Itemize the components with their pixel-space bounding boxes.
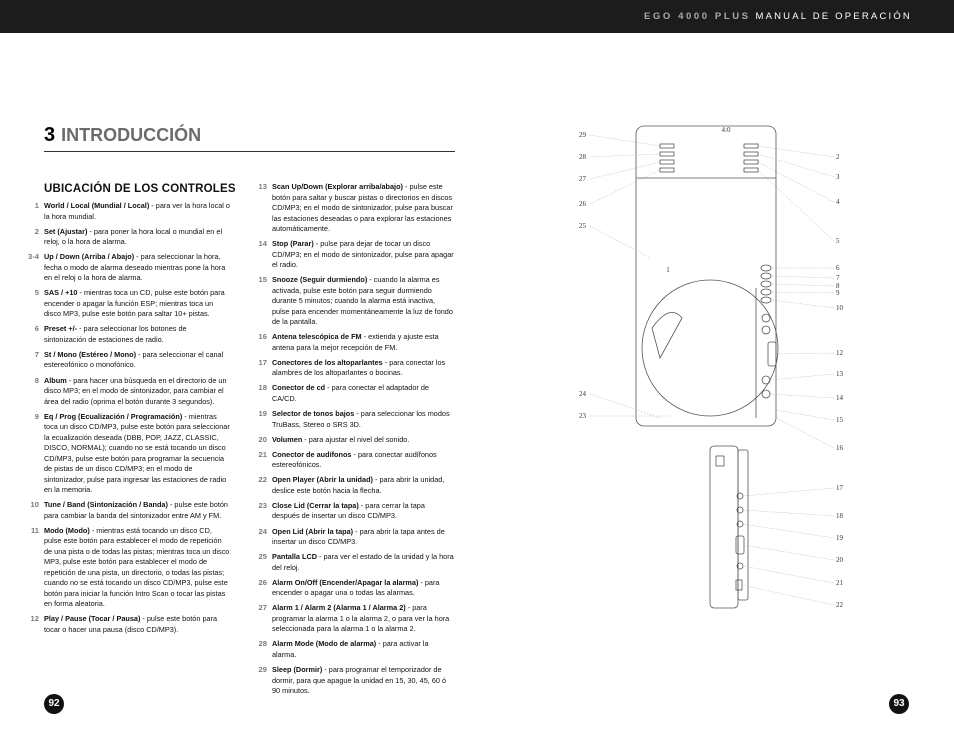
control-number: 27 (258, 603, 267, 613)
control-item (30, 525, 230, 610)
callout-number: 6 (836, 264, 840, 272)
control-number: 7 (34, 349, 39, 359)
control-term: Open Lid (Abrir la tapa) (272, 526, 354, 536)
control-number: 28 (258, 639, 267, 649)
callout-number: 28 (579, 153, 586, 161)
control-item (258, 434, 454, 446)
control-item (34, 411, 230, 496)
control-number: 5 (34, 288, 39, 298)
control-term: Volumen (272, 434, 303, 444)
control-number: 19 (258, 409, 267, 419)
control-item (258, 383, 454, 404)
control-term: Close Lid (Cerrar la tapa) (272, 500, 359, 510)
control-number: 11 (30, 525, 39, 535)
control-number: 24 (258, 526, 267, 536)
control-description: - para ajustar el nivel del sonido. (302, 434, 410, 444)
control-description: - pulse este botón para tocar o hacer una pausa (disco CD/MP3). (44, 614, 218, 634)
callout-number: 25 (579, 222, 586, 230)
control-item (258, 332, 454, 353)
control-term: Alarm On/Off (Encender/Apagar la alarma) (272, 577, 419, 587)
control-item (258, 639, 454, 660)
button-down (744, 168, 758, 172)
control-number: 12 (30, 614, 39, 624)
control-item (258, 182, 454, 235)
button-tune-band (762, 314, 770, 322)
control-item (258, 665, 454, 697)
control-item (258, 275, 454, 328)
section-number: 3 (44, 124, 56, 146)
control-item (258, 357, 454, 379)
control-number: 20 (258, 434, 267, 444)
control-item (34, 375, 230, 408)
control-description: - pulse este botón para cambiar la banda del sintonizador entre AM y FM. (44, 500, 228, 520)
callout-number: 2 (836, 153, 840, 161)
control-description: - para ver la hora local o la hora mundial. (44, 201, 230, 221)
control-number: 26 (258, 577, 267, 587)
callout-number: 14 (836, 394, 843, 402)
control-description: - extienda y ajuste esta antena para la mejor recepción de FM. (272, 332, 439, 352)
controls-list-right (258, 182, 454, 701)
control-description: - para programar la alarma 1 o la alarma 2, o para ver la hora seleccionada para la alarma 1 o la alarma 2. (272, 603, 450, 634)
control-item (258, 526, 454, 548)
button-alarm-mode (660, 152, 674, 156)
callout-number: 23 (579, 412, 586, 420)
control-term: Up / Down (Arriba / Abajo) (44, 252, 135, 262)
button-stop (762, 376, 770, 384)
control-number: 23 (258, 500, 267, 510)
control-item (28, 252, 230, 284)
control-description: - pulse este botón para saltar y buscar pistas o directorios en discos CD/MP3; en el modo de sintonizador, pulse para buscar las estaciones deseadas o para explorar las estaciones automáticamente. (272, 182, 453, 233)
control-description: - para seleccionar los modos TruBass, Stereo o SRS 3D. (272, 409, 450, 429)
control-description: - para activar la alarma. (272, 639, 429, 659)
control-term: Eq / Prog (Ecualización / Programación) (44, 411, 183, 421)
control-term: SAS / +10 (44, 288, 78, 298)
page-number-left: 92 (44, 694, 64, 714)
page-number-right: 93 (889, 694, 909, 714)
control-number: 9 (34, 411, 39, 421)
control-term: Stop (Parar) (272, 239, 314, 249)
device-diagram (560, 118, 860, 618)
button-alarm-1-2 (660, 160, 674, 164)
callout-number: 13 (836, 370, 843, 378)
control-description: - mientras toca un disco CD/MP3, pulse este botón para seleccionar la ecualización deseada (DBB, POP, JAZZ, CLASSIC, DISCO, NORMAL); cuando no se está tocando un disco CD/MP3, pulse este botón para programar la secuencia de pistas de un disco CD/MP3; en el modo de sintonizador, pulse para ingresar las estaciones de radio en la memoria. (44, 411, 230, 495)
control-description: - para conectar el adaptador de CA/CD. (272, 383, 429, 403)
callout-number: 16 (836, 444, 843, 452)
control-term: Conectores de los altoparlantes (272, 357, 383, 367)
callout-number: 10 (836, 304, 843, 312)
control-item (258, 409, 454, 430)
control-description: - para programar el temporizador de dormir, para que apague la unidad en 15, 30, 45, 60 ó 90 minutos. (272, 665, 447, 695)
control-number: 14 (258, 239, 267, 249)
control-item (258, 449, 454, 471)
callout-number: 12 (836, 349, 843, 357)
button-eq-prog (761, 297, 771, 303)
controls-list-left (28, 201, 230, 640)
callout-number: 1 (666, 266, 670, 274)
control-item (258, 239, 454, 271)
button-snooze (762, 390, 770, 398)
control-term: Selector de tonos bajos (272, 409, 355, 419)
callout-number: 27 (579, 175, 586, 183)
device-illustration (560, 118, 860, 618)
disc-lid (642, 280, 778, 416)
control-number: 10 (30, 500, 39, 510)
button-up (744, 160, 758, 164)
control-number: 21 (258, 449, 267, 459)
control-item (34, 201, 230, 222)
heading-rule (44, 151, 455, 152)
device-side-body (710, 446, 738, 608)
control-item (258, 475, 454, 496)
button-mode (762, 326, 770, 334)
control-item (30, 614, 230, 635)
control-number: 8 (34, 375, 39, 385)
control-term: Sleep (Dormir) (272, 665, 323, 674)
device-front-body (636, 126, 776, 426)
control-number: 25 (258, 552, 267, 562)
button-world-local (744, 144, 758, 148)
callout-number: 9 (836, 289, 840, 297)
callout-number: 24 (579, 390, 586, 398)
callout-number: 8 (836, 282, 840, 290)
control-number: 16 (258, 332, 267, 342)
callout-number: 3 (836, 173, 840, 181)
control-number: 3-4 (28, 252, 39, 262)
control-item (258, 500, 454, 522)
manual-subtitle: MANUAL DE OPERACIÓN (755, 11, 912, 22)
header-bar (0, 0, 954, 33)
control-description: - mientras está tocando un disco CD, pulse este botón para establecer el modo de repetición de una pista o de todas las pistas; mientras toca un disco MP3, pulse este botón para establecer el modo de repetición de una pista, un directorio, o todas las pistas; cuando no se está tocando un disco CD/MP3, pulse este botón para iniciar la función Intro Scan o tocar las pistas en forma aleatoria. (44, 525, 230, 609)
control-number: 1 (34, 201, 39, 210)
control-term: St / Mono (Estéreo / Mono) (44, 349, 137, 359)
control-term: Snooze (Seguir durmiendo) (272, 275, 368, 285)
control-number: 18 (258, 383, 267, 393)
control-item (258, 552, 454, 573)
control-term: Preset +/- (44, 324, 78, 334)
control-term: Tune / Band (Sintonización / Banda) (44, 500, 168, 510)
button-alarm-onoff (660, 168, 674, 172)
control-description: - pulse para dejar de tocar un disco CD/MP3; en el modo de sintonizador, pulse para apagar el radio. (272, 239, 454, 270)
control-term: Scan Up/Down (Explorar arriba/abajo) (272, 182, 403, 191)
control-term: World / Local (Mundial / Local) (44, 201, 150, 210)
button-st-mono (761, 281, 771, 287)
control-item (34, 324, 230, 345)
control-term: Set (Ajustar) (44, 226, 88, 236)
control-description: - para ver el estado de la unidad y la hora del reloj. (272, 552, 454, 572)
control-description: - mientras toca un CD, pulse este botón para encender o apagar la función ESP; mientras toca un disco MP3, pulse este botón para saltar 10+ pistas. (44, 288, 225, 319)
control-term: Alarm Mode (Modo de alarma) (272, 639, 377, 649)
control-description: - para poner la hora local o mundial en el reloj, o la hora de alarma. (44, 226, 223, 247)
control-description: - para seleccionar la hora, fecha o modo de alarma deseado mientras pone la hora en el reloj o la hora de alarma. (44, 252, 226, 283)
callout-number: 18 (836, 512, 843, 520)
control-description: - para hacer una búsqueda en el directorio de un disco MP3; en el modo de sintonizador, para cambiar el área del radio (oprima el botón durante 3 segundos). (44, 375, 227, 406)
control-term: Antena telescópica de FM (272, 332, 362, 342)
control-item (34, 226, 230, 248)
control-description: - cuando la alarma es activada, pulse este botón para seguir durmiendo durante 5 minutos; cuando la alarma está inactiva, pulse para encender momentáneamente la luz de fondo de la pantalla. (272, 275, 453, 327)
control-description: - para seleccionar los botones de sintonización de estaciones de radio. (44, 324, 187, 344)
button-sas (761, 265, 771, 271)
control-term: Alarm 1 / Alarm 2 (Alarma 1 / Alarma 2) (272, 603, 406, 613)
control-term: Album (44, 375, 67, 385)
header-title (644, 11, 912, 22)
control-number: 22 (258, 475, 267, 485)
control-number: 6 (34, 324, 39, 334)
control-item (34, 349, 230, 371)
callout-number: 4 (836, 198, 840, 206)
callout-number: 17 (836, 484, 843, 492)
callout-number: 21 (836, 579, 843, 587)
callout-number: 7 (836, 274, 840, 282)
control-item (258, 603, 454, 635)
callout-number: 15 (836, 416, 843, 424)
control-description: - para seleccionar el canal estereofónico o monofónico. (44, 349, 224, 370)
callout-number: 29 (579, 131, 586, 139)
open-player-slider (736, 580, 742, 590)
control-term: Conector de audífonos (272, 449, 352, 459)
control-description: - para abrir la unidad, deslice este botón hacia la flecha. (272, 475, 445, 495)
control-term: Play / Pause (Tocar / Pausa) (44, 614, 141, 624)
control-item (34, 288, 230, 320)
control-term: Conector de cd (272, 383, 326, 393)
control-term: Pantalla LCD (272, 552, 318, 562)
control-description: - para abrir la tapa antes de insertar un disco CD/MP3. (272, 526, 445, 547)
section-heading (44, 124, 201, 147)
section-name: INTRODUCCIÓN (61, 125, 202, 145)
callout-number: 5 (836, 237, 840, 245)
button-play-pause (768, 342, 776, 366)
control-number: 13 (258, 182, 267, 191)
control-number: 15 (258, 275, 267, 285)
button-set (744, 152, 758, 156)
callout-number: 4:0 (721, 126, 731, 134)
callout-number: 20 (836, 556, 843, 564)
brand-name: EGO 4000 PLUS (643, 11, 751, 22)
control-term: Open Player (Abrir la unidad) (272, 475, 373, 485)
callout-number: 26 (579, 200, 586, 208)
button-album (761, 289, 771, 295)
control-number: 17 (258, 357, 267, 367)
control-item (30, 500, 230, 521)
control-description: - para encender o apagar una o todas las alarmas. (272, 577, 440, 598)
control-number: 29 (258, 665, 267, 674)
button-sleep (660, 144, 674, 148)
control-item (258, 577, 454, 599)
callout-number: 19 (836, 534, 843, 542)
control-number: 2 (34, 226, 39, 236)
button-preset (761, 273, 771, 279)
control-term: Modo (Modo) (44, 525, 90, 535)
controls-subheading: UBICACIÓN DE LOS CONTROLES (44, 183, 236, 195)
control-description: - para conectar los alambres de los altoparlantes o bocinas. (272, 357, 446, 378)
callout-labels (579, 126, 844, 609)
control-description: - para cerrar la tapa después de insertar un disco CD/MP3. (272, 500, 425, 521)
control-description: - para conectar audífonos estereofónicos. (272, 449, 437, 470)
volume-wheel (736, 536, 744, 554)
callout-number: 22 (836, 601, 843, 609)
